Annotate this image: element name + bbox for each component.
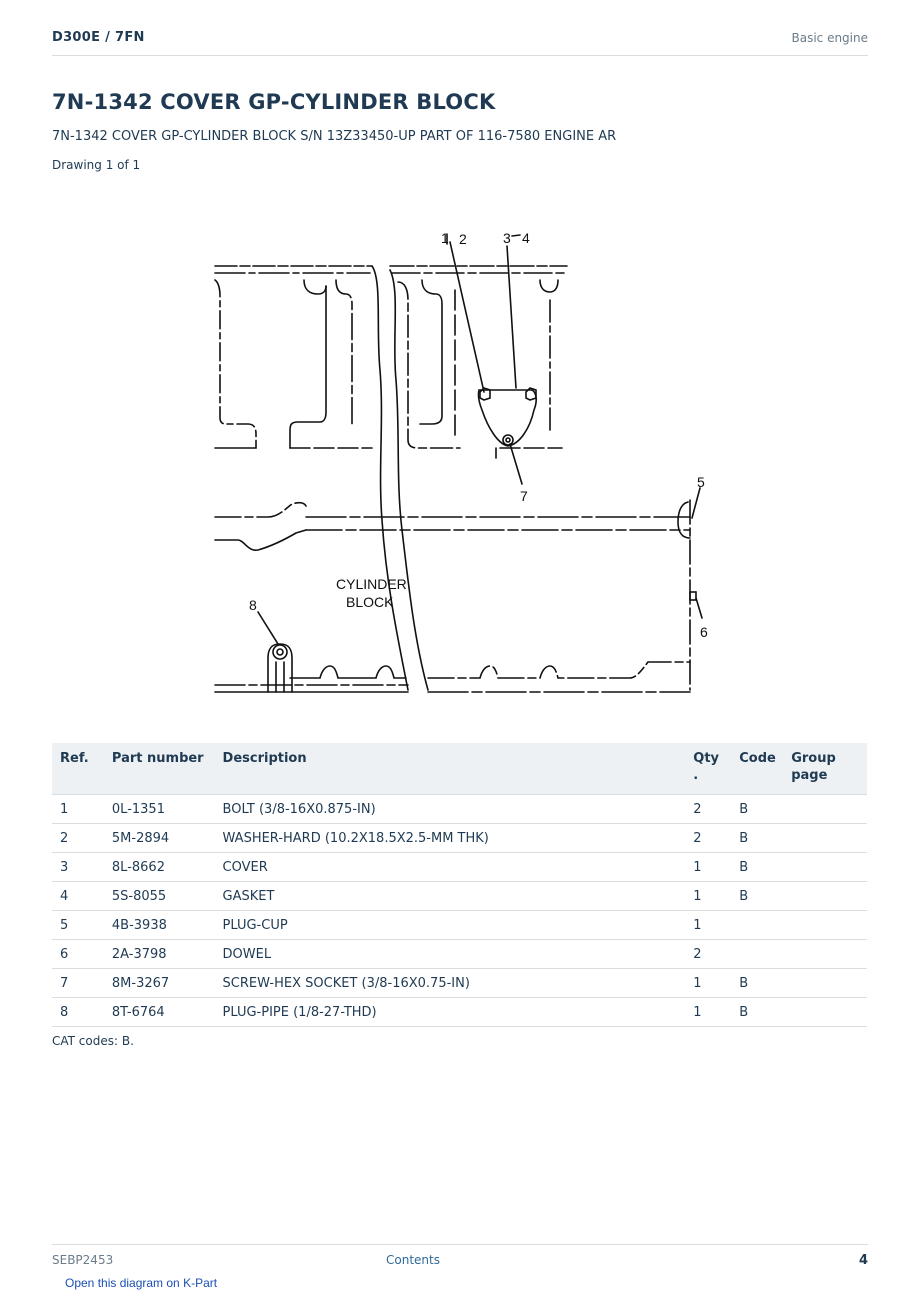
cell-part-number: 4B-3938 [104, 911, 215, 940]
page-title: 7N-1342 COVER GP-CYLINDER BLOCK [52, 90, 496, 114]
cell-description: BOLT (3/8-16X0.875-IN) [215, 795, 686, 824]
cell-code [731, 940, 783, 969]
cell-group-page [783, 824, 867, 853]
cell-ref: 6 [52, 940, 104, 969]
open-in-kpart-link[interactable]: Open this diagram on K-Part [65, 1276, 218, 1290]
table-row [52, 824, 867, 853]
page-header [52, 28, 868, 56]
cell-qty: 2 [685, 824, 731, 853]
header-qty-dot: . [693, 768, 699, 783]
cell-ref: 1 [52, 795, 104, 824]
cell-part-number: 2A-3798 [104, 940, 215, 969]
cat-codes-note: CAT codes: B. [52, 1034, 134, 1048]
cell-qty: 2 [685, 795, 731, 824]
block-label-line2: BLOCK [346, 594, 394, 610]
cell-code: B [731, 969, 783, 998]
cell-code: B [731, 882, 783, 911]
cell-code [731, 911, 783, 940]
cell-qty: 2 [685, 940, 731, 969]
table-header-row [52, 743, 867, 795]
callout-7: 7 [520, 488, 528, 504]
cell-part-number: 5S-8055 [104, 882, 215, 911]
block-label-line1: CYLINDER [336, 576, 407, 592]
cell-description: WASHER-HARD (10.2X18.5X2.5-MM THK) [215, 824, 686, 853]
cell-ref: 3 [52, 853, 104, 882]
cell-description: PLUG-CUP [215, 911, 686, 940]
cell-ref: 4 [52, 882, 104, 911]
parts-diagram [200, 200, 720, 710]
header-qty-label: Qty [693, 751, 720, 766]
cell-code: B [731, 824, 783, 853]
header-qty [685, 743, 731, 795]
table-row [52, 998, 867, 1027]
parts-table [52, 743, 867, 1027]
callout-6: 6 [700, 624, 708, 640]
cell-ref: 5 [52, 911, 104, 940]
cell-description: PLUG-PIPE (1/8-27-THD) [215, 998, 686, 1027]
cell-group-page [783, 795, 867, 824]
cell-group-page [783, 969, 867, 998]
cell-qty: 1 [685, 969, 731, 998]
table-row [52, 795, 867, 824]
cell-code: B [731, 998, 783, 1027]
cell-code: B [731, 795, 783, 824]
cell-ref: 7 [52, 969, 104, 998]
table-row [52, 882, 867, 911]
callout-2: 2 [459, 231, 467, 247]
section-name: Basic engine [791, 31, 868, 45]
callout-4: 4 [522, 230, 530, 246]
header-group-label: Group [791, 751, 836, 766]
cell-description: COVER [215, 853, 686, 882]
header-description: Description [215, 743, 686, 795]
contents-link[interactable]: Contents [386, 1253, 440, 1267]
header-code: Code [731, 743, 783, 795]
cell-group-page [783, 911, 867, 940]
callout-5: 5 [697, 474, 705, 490]
cell-qty: 1 [685, 882, 731, 911]
cell-qty: 1 [685, 998, 731, 1027]
callout-3: 3 [503, 230, 511, 246]
cell-qty: 1 [685, 853, 731, 882]
cell-description: SCREW-HEX SOCKET (3/8-16X0.75-IN) [215, 969, 686, 998]
cell-description: DOWEL [215, 940, 686, 969]
cell-code: B [731, 853, 783, 882]
model-breadcrumb: D300E / 7FN [52, 30, 145, 45]
document-id: SEBP2453 [52, 1253, 114, 1267]
cell-part-number: 8L-8662 [104, 853, 215, 882]
table-row [52, 940, 867, 969]
cell-part-number: 0L-1351 [104, 795, 215, 824]
callout-1: 1 [441, 230, 449, 246]
cell-group-page [783, 882, 867, 911]
cell-qty: 1 [685, 911, 731, 940]
cylinder-block-drawing [200, 200, 720, 710]
cell-part-number: 8M-3267 [104, 969, 215, 998]
header-page-label: page [791, 768, 828, 783]
header-group-page [783, 743, 867, 795]
page-subtitle: 7N-1342 COVER GP-CYLINDER BLOCK S/N 13Z33450-UP PART OF 116-7580 ENGINE AR [52, 129, 617, 144]
table-row [52, 853, 867, 882]
cell-ref: 8 [52, 998, 104, 1027]
cell-part-number: 5M-2894 [104, 824, 215, 853]
cell-group-page [783, 853, 867, 882]
header-part-number: Part number [104, 743, 215, 795]
page-number: 4 [858, 1253, 868, 1268]
cell-description: GASKET [215, 882, 686, 911]
callout-8: 8 [249, 597, 257, 613]
page-footer [52, 1244, 868, 1275]
table-row [52, 969, 867, 998]
cell-group-page [783, 940, 867, 969]
table-row [52, 911, 867, 940]
cell-part-number: 8T-6764 [104, 998, 215, 1027]
cell-ref: 2 [52, 824, 104, 853]
cell-group-page [783, 998, 867, 1027]
drawing-count: Drawing 1 of 1 [52, 158, 141, 172]
header-ref: Ref. [52, 743, 104, 795]
